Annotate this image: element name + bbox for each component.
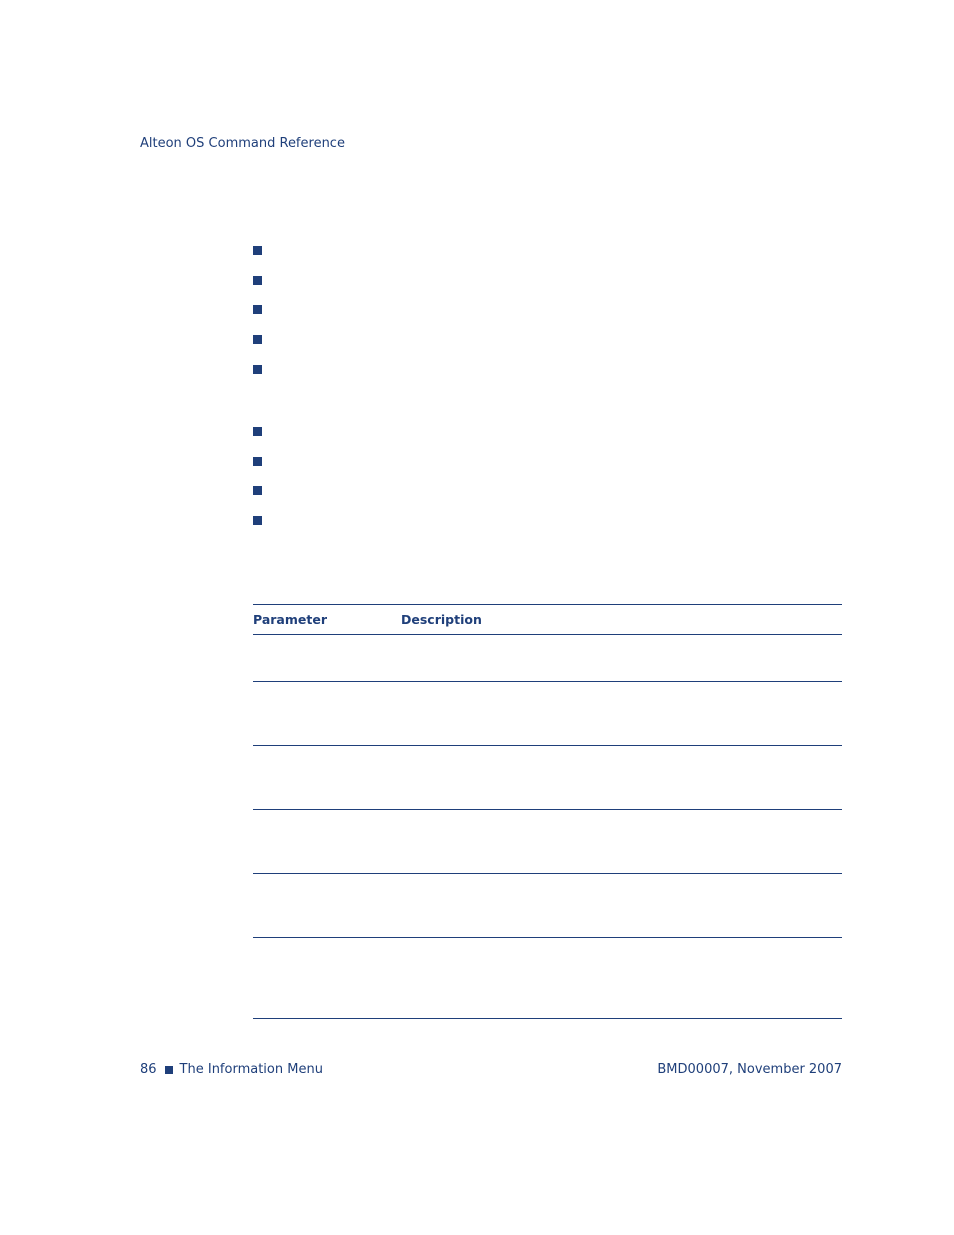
table-cell (401, 874, 842, 938)
table-cell (401, 746, 842, 810)
document-id: BMD00007, November 2007 (657, 1062, 842, 1077)
square-bullet-icon (253, 276, 262, 285)
list-item (253, 513, 843, 543)
table-cell (401, 810, 842, 874)
square-bullet-icon (253, 305, 262, 314)
table-cell (253, 746, 401, 810)
square-separator-icon (165, 1066, 173, 1074)
table-cell (401, 682, 842, 746)
square-bullet-icon (253, 246, 262, 255)
section-title: The Information Menu (179, 1062, 323, 1077)
bullet-list-1 (253, 243, 843, 391)
list-item (253, 362, 843, 392)
square-bullet-icon (253, 427, 262, 436)
column-header-description: Description (401, 605, 842, 635)
list-item (253, 302, 843, 332)
bullet-list-2 (253, 424, 843, 543)
square-bullet-icon (253, 335, 262, 344)
square-bullet-icon (253, 457, 262, 466)
table-cell (253, 874, 401, 938)
table-row (253, 810, 842, 874)
square-bullet-icon (253, 486, 262, 495)
table-cell (253, 938, 401, 1019)
table-row (253, 874, 842, 938)
parameter-table (253, 604, 842, 1019)
table-row (253, 635, 842, 682)
table-cell (253, 810, 401, 874)
list-item (253, 273, 843, 303)
table-cell (401, 635, 842, 682)
table-header-row (253, 605, 842, 635)
list-item (253, 332, 843, 362)
list-item (253, 424, 843, 454)
square-bullet-icon (253, 365, 262, 374)
footer-left (140, 1062, 323, 1078)
table-row (253, 682, 842, 746)
list-item (253, 243, 843, 273)
running-header: Alteon OS Command Reference (140, 136, 345, 151)
list-item (253, 454, 843, 484)
table-cell (401, 938, 842, 1019)
square-bullet-icon (253, 516, 262, 525)
list-item (253, 483, 843, 513)
column-header-parameter: Parameter (253, 605, 401, 635)
table-row (253, 938, 842, 1019)
table-row (253, 746, 842, 810)
table-cell (253, 635, 401, 682)
table-cell (253, 682, 401, 746)
page-number: 86 (140, 1062, 157, 1077)
